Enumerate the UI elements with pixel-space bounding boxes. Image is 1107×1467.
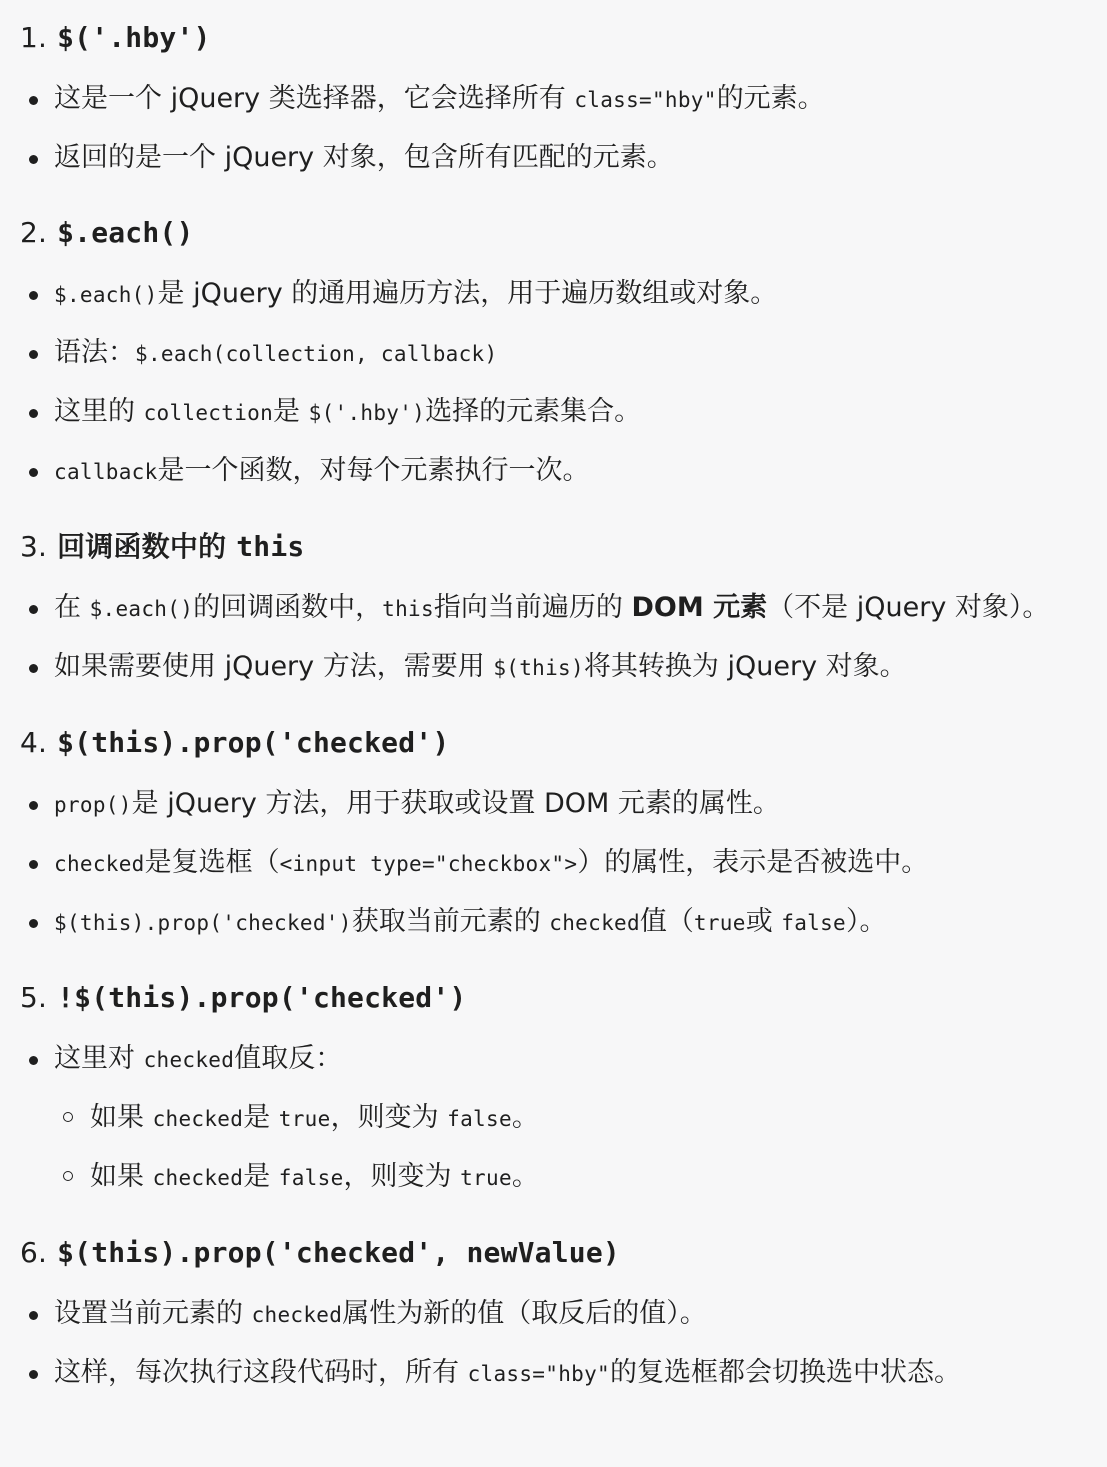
text: 如果: [90, 1161, 153, 1192]
list-item: [20, 324, 1089, 383]
bold-text: DOM 元素: [631, 592, 768, 623]
heading-code: $(this).prop('checked', newValue): [57, 1236, 620, 1269]
text: 返回的是一个 jQuery 对象，包含所有匹配的元素。: [54, 142, 674, 173]
text: 。: [511, 1102, 539, 1133]
heading-text: 回调函数中的: [57, 530, 237, 563]
text: 的元素。: [716, 83, 825, 114]
text: 指向当前遍历的: [433, 592, 632, 623]
text: 。: [511, 1161, 539, 1192]
list-item: [20, 834, 1089, 893]
section-5: [20, 974, 1089, 1207]
heading-code: $(this).prop('checked'): [57, 726, 450, 759]
text: 值取反：: [234, 1043, 343, 1074]
sub-list-item: [20, 1148, 1089, 1207]
inline-code: checked: [54, 852, 145, 876]
inline-code: class="hby": [574, 88, 717, 112]
text: 这里的: [54, 396, 144, 427]
heading-number: 6.: [20, 1236, 48, 1269]
section-heading: [20, 974, 1089, 1022]
section-heading: [20, 1229, 1089, 1277]
list-item: [20, 638, 1089, 697]
inline-code: checked: [152, 1166, 244, 1190]
inline-code: true: [278, 1107, 331, 1131]
section-heading: [20, 14, 1089, 62]
text: 这是一个 jQuery 类选择器，它会选择所有: [54, 83, 575, 114]
section-4: [20, 719, 1089, 952]
text: 将其转换为 jQuery 对象。: [583, 651, 907, 682]
text: 是复选框（: [144, 847, 280, 878]
list-item: [20, 442, 1089, 501]
inline-code: $(this).prop('checked'): [54, 911, 352, 935]
inline-code: class="hby": [467, 1362, 610, 1386]
heading-code: $.each(): [57, 216, 194, 249]
inline-code: this: [382, 597, 434, 621]
bullet-list: [20, 775, 1089, 952]
list-item: [20, 775, 1089, 834]
heading-code: $('.hby'): [57, 21, 211, 54]
inline-code: <input type="checkbox">: [279, 852, 578, 876]
text: 是一个函数，对每个元素执行一次。: [157, 455, 590, 486]
inline-code: $('.hby'): [308, 401, 426, 425]
list-item: [20, 383, 1089, 442]
text: ）的属性，表示是否被选中。: [577, 847, 929, 878]
section-heading: [20, 719, 1089, 767]
text: 是: [273, 396, 309, 427]
text: 语法：: [54, 337, 135, 368]
text: 选择的元素集合。: [425, 396, 642, 427]
section-1: [20, 14, 1089, 187]
section-2: [20, 209, 1089, 501]
text: 这样，每次执行这段代码时，所有: [54, 1357, 468, 1388]
inline-code: true: [693, 911, 746, 935]
inline-code: false: [278, 1166, 344, 1190]
bullet-list: [20, 265, 1089, 501]
list-item: [20, 70, 1089, 129]
inline-code: true: [460, 1166, 512, 1190]
inline-code: $.each(): [54, 283, 158, 307]
text: 是 jQuery 方法，用于获取或设置 DOM 元素的属性。: [131, 788, 780, 819]
list-item: [20, 265, 1089, 324]
text: 的复选框都会切换选中状态。: [609, 1357, 961, 1388]
inline-code: checked: [143, 1048, 235, 1072]
inline-code: callback: [54, 460, 158, 484]
text: 的回调函数中，: [193, 592, 383, 623]
text: 是 jQuery 的通用遍历方法，用于遍历数组或对象。: [157, 278, 778, 309]
list-item: [20, 893, 1089, 952]
heading-number: 4.: [20, 726, 48, 759]
section-6: [20, 1229, 1089, 1403]
inline-code: $.each(): [89, 597, 194, 621]
text: 这里对: [54, 1043, 144, 1074]
section-3: [20, 523, 1089, 697]
heading-code: this: [236, 530, 305, 563]
inline-code: false: [781, 911, 846, 935]
list-item: [20, 129, 1089, 187]
inline-code: checked: [152, 1107, 244, 1131]
text: ，则变为: [330, 1102, 448, 1133]
inline-code: checked: [549, 911, 640, 935]
heading-number: 2.: [20, 216, 48, 249]
list-item: [20, 579, 1089, 638]
inline-code: $(this): [493, 656, 584, 680]
inline-code: checked: [251, 1303, 343, 1327]
list-item: [20, 1344, 1089, 1403]
section-heading: [20, 209, 1089, 257]
inline-code: collection: [143, 401, 274, 425]
list-item: [20, 1030, 1089, 1089]
list-item: [20, 1285, 1089, 1344]
sub-list-item: [20, 1089, 1089, 1148]
text: ，则变为: [343, 1161, 461, 1192]
heading-number: 1.: [20, 21, 48, 54]
text: （不是 jQuery 对象）。: [767, 592, 1050, 623]
text: ）。: [846, 906, 887, 937]
heading-number: 5.: [20, 981, 48, 1014]
heading-number: 3.: [20, 530, 48, 563]
bullet-list: [20, 70, 1089, 187]
section-heading: [20, 523, 1089, 571]
text: 获取当前元素的: [351, 906, 550, 937]
text: 如果: [90, 1102, 153, 1133]
text: 是: [243, 1161, 279, 1192]
bullet-list: [20, 1030, 1089, 1207]
text: 在: [54, 592, 90, 623]
inline-code: prop(): [54, 793, 132, 817]
bullet-list: [20, 1285, 1089, 1403]
text: 属性为新的值（取反后的值）。: [342, 1298, 707, 1329]
inline-code: $.each(collection, callback): [135, 342, 498, 366]
bullet-list: [20, 579, 1089, 697]
inline-code: false: [447, 1107, 512, 1131]
text: 设置当前元素的: [54, 1298, 252, 1329]
text: 值（: [639, 906, 694, 937]
heading-code: !$(this).prop('checked'): [57, 981, 467, 1014]
text: 是: [243, 1102, 279, 1133]
text: 或: [745, 906, 782, 937]
text: 如果需要使用 jQuery 方法，需要用: [54, 651, 494, 682]
